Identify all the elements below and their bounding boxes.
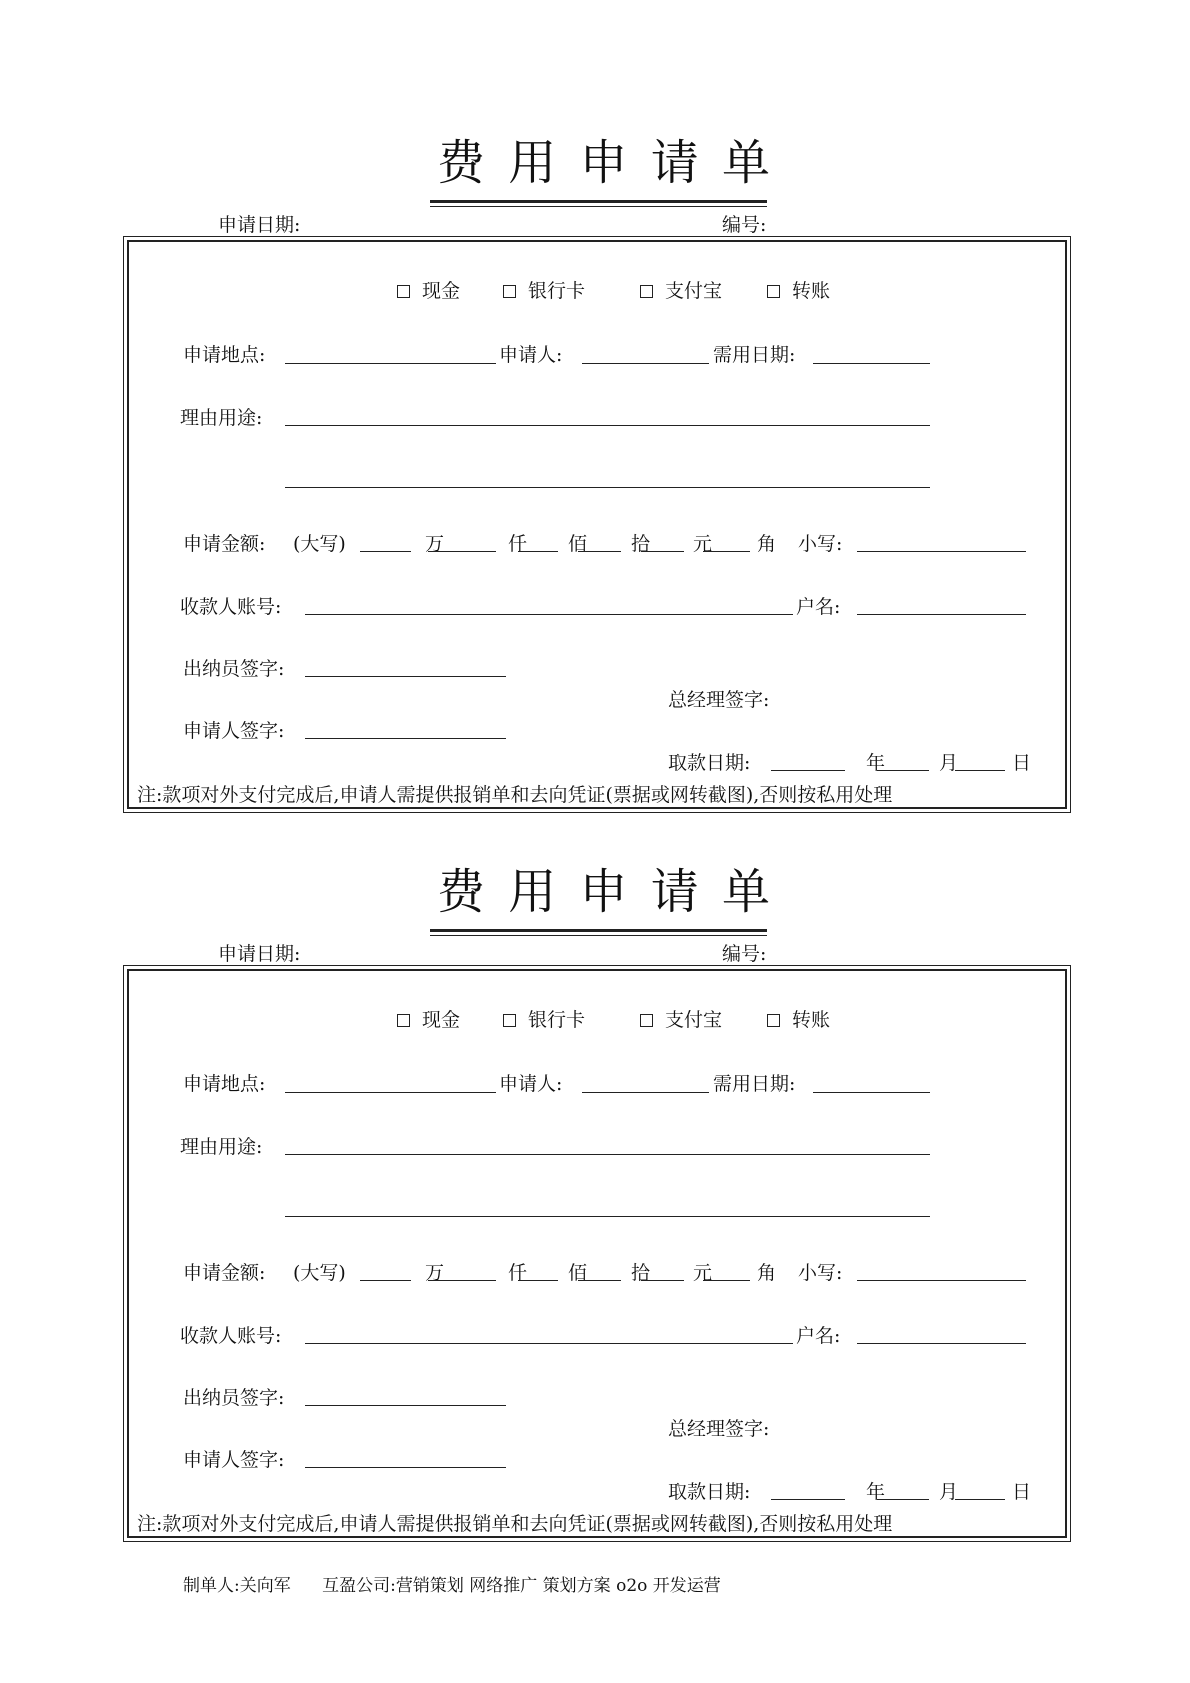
withdraw-month-field[interactable] [877,1499,929,1500]
unit-wan: 万 [425,533,445,555]
amount-yuan-field[interactable] [641,551,684,552]
lowercase-label: 小写: [798,533,843,555]
payment-option-label: 转账 [792,280,831,302]
payment-option-bank-card[interactable] [503,1005,585,1032]
unit-qian: 仟 [508,1262,528,1284]
month-label: 月 [939,1481,959,1503]
account-name-label: 户名: [796,596,841,618]
payment-option-alipay[interactable] [640,1005,722,1032]
amount-shi-field[interactable] [578,1280,621,1281]
checkbox[interactable] [397,1014,410,1027]
unit-qian: 仟 [508,533,528,555]
unit-yuan: 元 [693,1262,713,1284]
cashier-sign-label: 出纳员签字: [183,1387,285,1409]
withdraw-date-label: 取款日期: [668,752,751,774]
footer-company: 互盈公司:营销策划 网络推广 策划方案 o2o 开发运营 [322,1576,721,1596]
purpose-field-line-1[interactable] [285,1154,930,1155]
withdraw-date-label: 取款日期: [668,1481,751,1503]
amount-qian-field[interactable] [428,1280,496,1281]
unit-shi: 拾 [631,1262,651,1284]
purpose-label: 理由用途: [180,407,263,429]
payee-account-label: 收款人账号: [180,596,282,618]
title-underline [430,200,767,203]
applicant-label: 申请人: [499,344,563,366]
needed-date-label: 需用日期: [713,344,796,366]
withdraw-day-field[interactable] [955,1499,1005,1500]
apply-date-label: 申请日期: [218,943,301,965]
payment-option-label: 现金 [422,1009,461,1031]
checkbox[interactable] [767,285,780,298]
cashier-sign-field[interactable] [305,1405,506,1406]
expense-form-1 [0,0,1190,806]
account-name-field[interactable] [857,614,1026,615]
location-field[interactable] [285,363,496,364]
number-label: 编号: [722,214,767,236]
amount-label: 申请金额: [183,1262,266,1284]
applicant-field[interactable] [582,363,709,364]
needed-date-field[interactable] [813,1092,930,1093]
unit-yuan: 元 [693,533,713,555]
apply-date-label: 申请日期: [218,214,301,236]
amount-jiao-field[interactable] [703,551,750,552]
applicant-label: 申请人: [499,1073,563,1095]
unit-wan: 万 [425,1262,445,1284]
checkbox[interactable] [503,285,516,298]
payment-option-label: 支付宝 [665,1009,723,1031]
footer-maker: 制单人:关向军 [183,1576,291,1596]
payment-option-transfer[interactable] [767,1005,830,1032]
lowercase-label: 小写: [798,1262,843,1284]
purpose-field-line-1[interactable] [285,425,930,426]
location-field[interactable] [285,1092,496,1093]
needed-date-field[interactable] [813,363,930,364]
payee-account-field[interactable] [305,1343,793,1344]
withdraw-year-field[interactable] [771,1499,845,1500]
checkbox[interactable] [767,1014,780,1027]
payment-note: 注:款项对外支付完成后,申请人需提供报销单和去向凭证(票据或网转截图),否则按私用处理 [137,1513,893,1535]
purpose-label: 理由用途: [180,1136,263,1158]
purpose-field-line-2[interactable] [285,1216,930,1217]
year-label: 年 [866,1481,886,1503]
page-footer [183,1571,747,1596]
form-title: 费 用 申 请 单 [437,135,775,191]
account-name-label: 户名: [796,1325,841,1347]
payment-option-label: 银行卡 [528,280,586,302]
number-label: 编号: [722,943,767,965]
checkbox[interactable] [397,285,410,298]
applicant-sign-label: 申请人签字: [183,720,285,742]
checkbox[interactable] [503,1014,516,1027]
month-label: 月 [939,752,959,774]
amount-jiao-field[interactable] [703,1280,750,1281]
payment-option-transfer[interactable] [767,276,830,303]
payment-note: 注:款项对外支付完成后,申请人需提供报销单和去向凭证(票据或网转截图),否则按私用处理 [137,784,893,806]
amount-qian-field[interactable] [428,551,496,552]
title-underline-thin [430,935,767,936]
lowercase-amount-field[interactable] [857,1280,1026,1281]
purpose-field-line-2[interactable] [285,487,930,488]
gm-sign-label: 总经理签字: [668,1418,770,1440]
account-name-field[interactable] [857,1343,1026,1344]
location-label: 申请地点: [183,344,266,366]
unit-jiao: 角 [757,533,777,555]
payment-option-cash[interactable] [397,1005,460,1032]
amount-yuan-field[interactable] [641,1280,684,1281]
year-label: 年 [866,752,886,774]
payment-option-label: 转账 [792,1009,831,1031]
payment-option-alipay[interactable] [640,276,722,303]
amount-wan-field[interactable] [360,551,411,552]
payment-option-cash[interactable] [397,276,460,303]
expense-form-2 [0,729,1190,1535]
cashier-sign-field[interactable] [305,676,506,677]
payment-option-label: 现金 [422,280,461,302]
unit-bai: 佰 [568,533,588,555]
payment-option-label: 支付宝 [665,280,723,302]
payment-option-label: 银行卡 [528,1009,586,1031]
unit-jiao: 角 [757,1262,777,1284]
applicant-field[interactable] [582,1092,709,1093]
amount-label: 申请金额: [183,533,266,555]
lowercase-amount-field[interactable] [857,551,1026,552]
day-label: 日 [1012,752,1032,774]
payee-account-label: 收款人账号: [180,1325,282,1347]
uppercase-label: (大写) [293,533,346,555]
payee-account-field[interactable] [305,614,793,615]
checkbox[interactable] [640,1014,653,1027]
needed-date-label: 需用日期: [713,1073,796,1095]
gm-sign-label: 总经理签字: [668,689,770,711]
location-label: 申请地点: [183,1073,266,1095]
checkbox[interactable] [640,285,653,298]
amount-shi-field[interactable] [578,551,621,552]
payment-option-bank-card[interactable] [503,276,585,303]
unit-bai: 佰 [568,1262,588,1284]
unit-shi: 拾 [631,533,651,555]
uppercase-label: (大写) [293,1262,346,1284]
applicant-sign-field[interactable] [305,1467,506,1468]
title-underline [430,929,767,932]
day-label: 日 [1012,1481,1032,1503]
amount-bai-field[interactable] [518,551,558,552]
title-underline-thin [430,206,767,207]
amount-wan-field[interactable] [360,1280,411,1281]
form-title: 费 用 申 请 单 [437,864,775,920]
cashier-sign-label: 出纳员签字: [183,658,285,680]
amount-bai-field[interactable] [518,1280,558,1281]
applicant-sign-label: 申请人签字: [183,1449,285,1471]
